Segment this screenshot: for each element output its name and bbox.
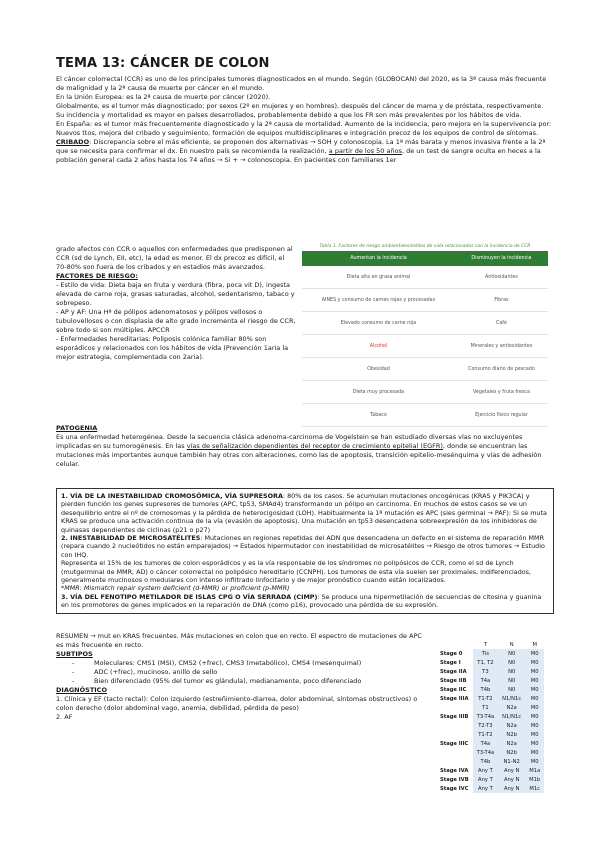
pathway-1-title: 1. VÍA DE LA INESTABILIDAD CROMOSÓMICA, VÍA SUPRESORA xyxy=(61,492,283,500)
stage-cell: T1-T2 xyxy=(473,694,499,703)
stage-cell: T3 xyxy=(473,667,499,676)
stage-label: Stage IIIB xyxy=(440,713,469,720)
stage-cell: N1/N1c xyxy=(498,712,525,721)
factores-heading: FACTORES DE RIESGO: xyxy=(56,272,138,280)
stage-cell: M0 xyxy=(525,739,544,748)
diagnostico-item: 2. AF xyxy=(56,713,73,721)
table-row xyxy=(440,730,544,739)
subtipos-heading: SUBTIPOS xyxy=(56,650,93,658)
stage-cell: M0 xyxy=(525,658,544,667)
stage-cell: M0 xyxy=(525,721,544,730)
cribado-text: , de un test de sangre oculta en heces a la población general cada 2 años hasta los 74 años → Si + → colonoscopia. En pacientes con familiares 1er xyxy=(56,147,541,164)
patogenia-text: , donde se encuentran las mutaciones más importantes aunque también hay otras con alteraciones, como las de apoptosis, transición epitelio-mesénquima y vías de adhesión celular. xyxy=(56,442,542,468)
table-row xyxy=(302,381,548,404)
factores-item: - AP y AF: Una Hª de pólipos adenomatosos y pólipos vellosos o tubulovellosos o con displasia de alto grado incrementa el riesgo de CCR, sobre todo si son múltiples. APCCR xyxy=(56,308,296,334)
stage-cell: T3-T4a xyxy=(473,748,499,757)
table-row xyxy=(440,658,544,667)
resumen-paragraph: RESUMEN → mut en KRAS frecuentes. Más mutaciones en colon que en recto. El espectro de mutaciones de APC es más frecuente en recto. xyxy=(56,632,422,649)
staging-header: M xyxy=(532,641,537,648)
intro-section xyxy=(56,75,552,138)
cribado-text: : Discrepancia sobre el más eficiente, se proponen dos alternativas → SOH y colonoscopia. La 1ª más barata y menos invasiva frente a la 2ª que se necesita para confirmar el dx. En nuestro país se recomienda la realización, xyxy=(56,138,546,155)
stage-label: Stage IIIA xyxy=(440,695,469,702)
stage-label xyxy=(440,730,473,739)
risk-factors-table xyxy=(302,251,548,427)
stage-label: Stage IIB xyxy=(440,677,467,684)
cribado-heading: CRIBADO xyxy=(56,138,90,146)
stage-cell: N0 xyxy=(498,685,525,694)
pathway-2-detail: Representa el 15% de los tumores de colon esporádicos y es la vía responsable de los síndromes no polipósicos de CCR, como el sd de Lynch (mutgerminal de MMR, AD) o cáncer colorrectal no polipósico hereditario (CCNPH). Los tumores de esta vía suelen ser proximales, indiferenciados, generalmente mucinosos o medulares con intenso infiltrado linfocitario y de mejor pronóstico cuando están localizados. xyxy=(61,559,532,585)
stage-label xyxy=(440,703,473,712)
stage-cell: M0 xyxy=(525,649,544,658)
stage-label xyxy=(440,757,473,766)
stage-cell: N2a xyxy=(498,739,525,748)
stage-cell: M0 xyxy=(525,703,544,712)
stage-cell: N2a xyxy=(498,721,525,730)
table-row xyxy=(440,703,544,712)
table-row xyxy=(440,775,544,784)
stage-cell: M0 xyxy=(525,757,544,766)
stage-cell: M0 xyxy=(525,685,544,694)
table-cell: Elevado consumo de carne roja xyxy=(302,312,455,335)
table-cell: Antioxidantes xyxy=(455,266,548,289)
stage-cell: N0 xyxy=(498,658,525,667)
staging-table xyxy=(440,640,544,793)
stage-cell: T4a xyxy=(473,676,499,685)
stage-label: Stage I xyxy=(440,659,461,666)
stage-cell: Tis xyxy=(473,649,499,658)
pathway-2-title: 2. INESTABILIDAD DE MICROSATÉLITES xyxy=(61,534,201,543)
pathway-2-text: : Mutaciones en regiones repetidas del ADN que desencadena un defecto en el sistema de reparación MMR (repara cuando 2 nucleótidos no están emparejados) → Estados hipermutador con inestabilidad de microsatélites → Riesgo de otros tumores → Estudio con IHQ. xyxy=(61,534,545,559)
stage-label: Stage IVA xyxy=(440,767,469,774)
table-cell: Vegetales y fruta fresca xyxy=(455,381,548,404)
cribado-paragraph xyxy=(56,138,552,165)
pathway-3-text: : Se produce una hipermetilación de secuencias de citosina y guanina en los promotores de genes implicados en la reparación de DNA (como p16), provocado una pérdida de su expresión. xyxy=(61,592,542,610)
stage-cell: M0 xyxy=(525,667,544,676)
staging-body xyxy=(440,649,544,793)
stage-cell: Any N xyxy=(498,766,525,775)
patogenia-paragraph xyxy=(56,433,552,469)
table-row xyxy=(302,312,548,335)
table-cell: Dieta alta en grasa animal xyxy=(302,266,455,289)
stage-label: Stage 0 xyxy=(440,650,463,657)
stage-cell: T3-T4a xyxy=(473,712,499,721)
stage-cell: T1-T2 xyxy=(473,730,499,739)
stage-cell: M0 xyxy=(525,676,544,685)
stage-cell: N0 xyxy=(498,667,525,676)
pathway-1 xyxy=(61,492,549,534)
stage-cell: T2-T3 xyxy=(473,721,499,730)
patogenia-underlined: vías de señalización dependientes del receptor de crecimiento epitelial (EGFR) xyxy=(186,442,443,450)
stage-cell: M1c xyxy=(525,784,544,793)
stage-cell: T4b xyxy=(473,757,499,766)
pathways-box xyxy=(56,488,554,614)
diagnostico-item: 1. Clínica y EF (tacto rectal): Colon izquierdo (estreñimiento-diarrea, dolor abdominal, síntomas obstructivos) o colon derecho (dolor abdominal vago, anemia, debilidad, pérdida de peso) xyxy=(56,695,418,712)
cribado-underlined: a partir de los 50 años xyxy=(328,147,402,155)
diagnostico-heading: DIAGNÓSTICO xyxy=(56,686,107,694)
stage-cell: N1-N2 xyxy=(498,757,525,766)
factores-item: - Estilo de vida: Dieta baja en fruta y verdura (fibra, poca vit D), ingesta elevada de carne roja, grasas saturadas, alcohol, sedentarismo, tabaco y sobrepeso. xyxy=(56,281,295,307)
table-cell: Tabaco xyxy=(302,404,455,427)
patogenia-section xyxy=(56,424,552,469)
stage-cell: N2b xyxy=(498,748,525,757)
stage-label xyxy=(440,721,473,730)
stage-cell: Any T xyxy=(473,766,499,775)
table-cell: Alcohol xyxy=(302,335,455,358)
stage-cell: T1, T2 xyxy=(473,658,499,667)
stage-cell: N1/N1c xyxy=(498,694,525,703)
table-row xyxy=(440,712,544,721)
list-item: - Moleculares: CMS1 (MSI), CMS2 (+frec), CMS3 (metabólico), CMS4 (mesenquimal) xyxy=(94,659,426,668)
factores-item: - Enfermedades hereditarias: Poliposis colónica familiar 80% son esporádicos y relacionados con los hábitos de vida (Prevención 1aria la mejor estrategia, complementada con 2aria). xyxy=(56,335,289,361)
stage-cell: Any N xyxy=(498,784,525,793)
table-cell: Minerales y antioxidantes xyxy=(455,335,548,358)
figure-caption: Tabla 1. Factores de riesgo ambientales/estilos de vida relacionados con la incidencia de CCR xyxy=(319,244,531,249)
table-cell: Dieta muy procesada xyxy=(302,381,455,404)
staging-header: T xyxy=(483,641,487,648)
stage-cell: Any T xyxy=(473,784,499,793)
table-row xyxy=(302,266,548,289)
table-row xyxy=(440,676,544,685)
table-row xyxy=(302,289,548,312)
pathway-1-text: : 80% de los casos. Se acumulan mutaciones oncogénicas (KRAS y PIK3CA) y pierden función los genes supresores de tumores (APC, tp53, SMAd4) transformando un pólipo en carcinoma. En muchos de estos casos se ve un desequilibrio entre el nº de cromosomas y la pérdida de heterocigosidad (LOH). Habitualmente la 1ª mutación es APC (sies germinal → PAF): Si se muta KRAS se produce una activación continua de la vía (evasión de apoptosis). Una mutación en tp53 desencadena sobreexpresión de los inhibidores de quinasas dependientes de ciclinas (p21 o p27) xyxy=(61,492,547,534)
list-item: - ADC (+frec), mucinoso, anillo de sello xyxy=(94,668,426,677)
stage-label: Stage IIA xyxy=(440,668,467,675)
cribado-continuation xyxy=(56,245,296,362)
table-row xyxy=(440,685,544,694)
stage-label: Stage IIC xyxy=(440,686,467,693)
pathway-2 xyxy=(61,534,549,559)
table-row xyxy=(440,694,544,703)
stage-cell: M1a xyxy=(525,766,544,775)
table-cell: Café xyxy=(455,312,548,335)
intro-paragraph: En España: es el tumor más frecuentemente diagnosticado y la 2ª causa de mortalidad. Aumento de la incidencia, pero mejora en la supervivencia por: Nuevos ttos, mejora del cribado y seguimiento, formación de equipos multidisciplinares e integración precoz de los equipos de control de síntomas. xyxy=(56,120,552,137)
stage-label xyxy=(440,748,473,757)
table-row xyxy=(440,721,544,730)
table-cell: Obesidad xyxy=(302,358,455,381)
stage-label: Stage IVC xyxy=(440,785,469,792)
pathway-3 xyxy=(61,593,549,610)
staging-header xyxy=(440,640,473,649)
pathway-3-title: 3. VÍA DEL FENOTIPO METILADOR DE ISLAS CPG O VÍA SERRADA (CIMP) xyxy=(61,592,318,601)
stage-label: Stage IIIC xyxy=(440,740,469,747)
stage-cell: M0 xyxy=(525,694,544,703)
stage-label: Stage IVB xyxy=(440,776,469,783)
intro-paragraph: Globalmente, es el tumor más diagnosticado; por sexos (2º en mujeres y en hombres), después del cáncer de mama y de próstata, respectivamente. Su incidencia y mortalidad es mayor en países desarrollados, probablemente debido a que los FR son más prevalentes por los hábitos de vida. xyxy=(56,102,544,119)
stage-cell: N0 xyxy=(498,649,525,658)
intro-paragraph: En la Unión Europea: es la 2ª causa de muerte por cáncer (2020). xyxy=(56,93,271,101)
staging-header: N xyxy=(509,641,514,648)
lower-section xyxy=(56,632,426,722)
table-row xyxy=(440,766,544,775)
table-cell: AINES y consumo de carnes rojas y procesadas xyxy=(302,289,455,312)
stage-cell: N2b xyxy=(498,730,525,739)
table-row xyxy=(440,739,544,748)
figure-header-decrease: Disminuyen la incidencia xyxy=(455,251,548,266)
stage-cell: N2a xyxy=(498,703,525,712)
table-row xyxy=(440,784,544,793)
stage-cell: T4a xyxy=(473,739,499,748)
table-row xyxy=(440,757,544,766)
stage-cell: M0 xyxy=(525,730,544,739)
table-row xyxy=(302,335,548,358)
stage-cell: N0 xyxy=(498,676,525,685)
page-title: TEMA 13: CÁNCER DE COLON xyxy=(56,56,270,71)
risk-factors-figure xyxy=(302,244,548,427)
table-cell: Fibras xyxy=(455,289,548,312)
table-row xyxy=(440,649,544,658)
table-row xyxy=(440,667,544,676)
patogenia-heading: PATOGENIA xyxy=(56,424,98,432)
stage-cell: T1 xyxy=(473,703,499,712)
stage-cell: T4b xyxy=(473,685,499,694)
stage-cell: Any N xyxy=(498,775,525,784)
stage-cell: Any T xyxy=(473,775,499,784)
stage-cell: M0 xyxy=(525,712,544,721)
table-row xyxy=(302,358,548,381)
mmr-note: *MMR: Mismatch repair system deficient (d-MMR) or proficient (p-MMR) xyxy=(61,584,290,593)
stage-cell: M0 xyxy=(525,748,544,757)
patogenia-text: Es una enfermedad heterogénea. Desde la secuencia clásica adenoma-carcinoma de Vogelstein se han estudiado diversas vías no excluyentes implicadas en su tumorogénesis. En las xyxy=(56,433,523,450)
list-item: - Bien diferenciado (95% del tumor es glándula), medianamente, poco diferenciado xyxy=(94,677,426,686)
subtipos-list xyxy=(56,659,426,686)
table-row xyxy=(440,748,544,757)
table-cell: Ejercicio físico regular xyxy=(455,404,548,427)
cribado-cont: grado afectos con CCR o aquellos con enfermedades que predisponen al CCR (sd de Lynch, EII, etc), la edad es menor. El dx precoz es difícil, el 70-80% son fuera de los cribados y en estadios más avanzados. xyxy=(56,245,293,271)
intro-paragraph: El cáncer colorrectal (CCR) es uno de los principales tumores diagnosticados en el mundo. Según (GLOBOCAN) del 2020, es la 3ª causa más frecuente de malignidad y la 2ª causa de muerte por cáncer en el mundo. xyxy=(56,75,547,92)
stage-cell: M1b xyxy=(525,775,544,784)
figure-header-increase: Aumentan la incidencia xyxy=(302,251,455,266)
table-cell: Consumo diario de pescado xyxy=(455,358,548,381)
